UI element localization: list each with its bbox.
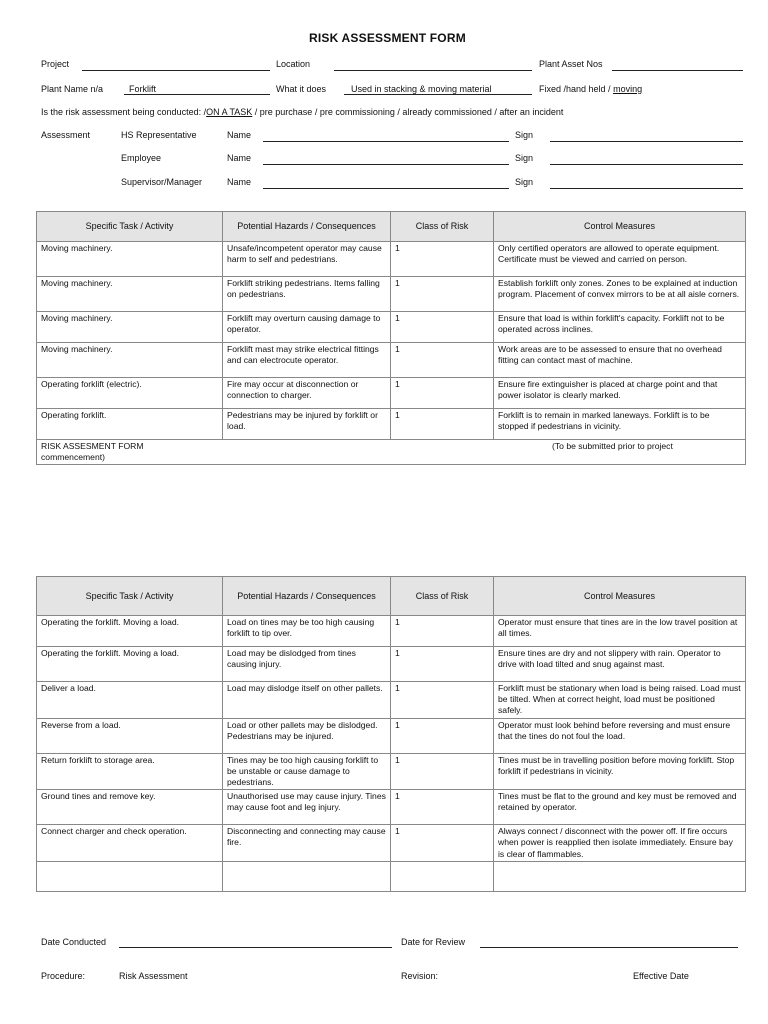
task-cell: Ground tines and remove key. (37, 790, 223, 825)
table-row (37, 790, 746, 825)
risk-class-cell: 1 (391, 718, 494, 753)
date-review-field[interactable] (480, 947, 738, 948)
hazard-cell: Tines may be too high causing forklift to be unstable or cause damage to pedestrians. (223, 753, 391, 790)
project-label: Project (41, 59, 70, 69)
risk-class-cell: 1 (391, 790, 494, 825)
hazard-cell: Load or other pallets may be dislodged. Pedestrians may be injured. (223, 718, 391, 753)
risk-class-cell: 1 (391, 312, 494, 343)
risk-class-cell: 1 (391, 277, 494, 312)
risk-class-cell: 1 (391, 682, 494, 719)
control-cell: Work areas are to be assessed to ensure that no overhead fitting can contact mast of machine. (494, 343, 746, 378)
header-control: Control Measures (494, 577, 746, 616)
hazard-cell: Unsafe/incompetent operator may cause harm to self and pedestrians. (223, 242, 391, 277)
task-cell: Operating the forklift. Moving a load. (37, 647, 223, 682)
control-cell: Forklift is to remain in marked laneways. Forklift is to be stopped if pedestrians in vicinity. (494, 409, 746, 440)
table-row (37, 682, 746, 719)
table-row (37, 242, 746, 277)
table1-footer-left: RISK ASSESMENT FORM commencement) (41, 441, 144, 463)
control-cell: Tines must be in travelling position before moving forklift. Stop forklift if pedestrians in vicinity. (494, 753, 746, 790)
task-cell: Deliver a load. (37, 682, 223, 719)
risk-class-cell: 1 (391, 616, 494, 647)
conducted-statement (41, 107, 563, 118)
fixed-selected: moving (613, 84, 643, 94)
control-cell: Only certified operators are allowed to operate equipment. Certificate must be viewed and carried on person. (494, 242, 746, 277)
table-row (37, 753, 746, 790)
employee-name-field[interactable] (263, 164, 509, 165)
task-cell: Moving machinery. (37, 343, 223, 378)
plant-name-label: Plant Name n/a (41, 84, 104, 94)
what-it-does-label: What it does (276, 84, 327, 94)
sign-label: Sign (515, 153, 534, 163)
control-cell: Establish forklift only zones. Zones to be explained at induction program. Placement of convex mirrors to be at all aisle corners. (494, 277, 746, 312)
table-row (37, 378, 746, 409)
control-cell: Ensure tines are dry and not slippery with rain. Operator to drive with load tilted and snug against mast. (494, 647, 746, 682)
procedure-value: Risk Assessment (119, 971, 188, 981)
control-cell: Ensure fire extinguisher is placed at charge point and that power isolator is clearly marked. (494, 378, 746, 409)
hazard-cell: Load on tines may be too high causing forklift to tip over. (223, 616, 391, 647)
page-title: RISK ASSESSMENT FORM (309, 31, 466, 45)
date-review-label: Date for Review (401, 937, 466, 947)
risk-class-cell (391, 861, 494, 891)
risk-class-cell: 1 (391, 242, 494, 277)
risk-class-cell: 1 (391, 378, 494, 409)
header-task: Specific Task / Activity (37, 212, 223, 242)
task-cell: Reverse from a load. (37, 718, 223, 753)
header-hazards: Potential Hazards / Consequences (223, 577, 391, 616)
name-label: Name (227, 177, 252, 187)
table-row (37, 861, 746, 891)
header-hazards: Potential Hazards / Consequences (223, 212, 391, 242)
risk-table-2 (36, 576, 746, 892)
risk-class-cell: 1 (391, 343, 494, 378)
task-cell: Operating forklift. (37, 409, 223, 440)
role-hs-representative: HS Representative (121, 130, 197, 140)
header-control: Control Measures (494, 212, 746, 242)
employee-sign-field[interactable] (550, 164, 743, 165)
control-cell: Ensure that load is within forklift's capacity. Forklift not to be operated across inclines. (494, 312, 746, 343)
table-row (37, 409, 746, 440)
conducted-selected: ON A TASK (206, 107, 253, 117)
revision-label: Revision: (401, 971, 439, 981)
task-cell: Moving machinery. (37, 312, 223, 343)
risk-class-cell: 1 (391, 753, 494, 790)
hazard-cell: Unauthorised use may cause injury. Tines may cause foot and leg injury. (223, 790, 391, 825)
supervisor-name-field[interactable] (263, 188, 509, 189)
name-label: Name (227, 153, 252, 163)
control-cell (494, 861, 746, 891)
table-row (37, 647, 746, 682)
control-cell: Operator must ensure that tines are in the low travel position at all times. (494, 616, 746, 647)
plant-name-value: Forklift (129, 84, 156, 94)
plant-asset-field[interactable] (612, 70, 743, 71)
table-row (37, 312, 746, 343)
hazard-cell: Forklift striking pedestrians. Items falling on pedestrians. (223, 277, 391, 312)
hazard-cell: Load may be dislodged from tines causing injury. (223, 647, 391, 682)
risk-class-cell: 1 (391, 825, 494, 862)
hs-name-field[interactable] (263, 141, 509, 142)
control-cell: Always connect / disconnect with the power off. If fire occurs when power is reapplied then isolate immediately. Ensure bay is clear of flammables. (494, 825, 746, 862)
procedure-label: Procedure: (41, 971, 86, 981)
date-conducted-label: Date Conducted (41, 937, 107, 947)
fixed-options: Fixed /hand held / (539, 84, 611, 94)
risk-class-cell: 1 (391, 647, 494, 682)
hazard-cell (223, 861, 391, 891)
what-it-does-value: Used in stacking & moving material (351, 84, 492, 94)
table-row (37, 616, 746, 647)
project-field[interactable] (82, 70, 270, 71)
hazard-cell: Load may dislodge itself on other pallets. (223, 682, 391, 719)
conducted-suffix: / pre purchase / pre commissioning / already commissioned / after an incident (252, 107, 564, 117)
table-row (37, 277, 746, 312)
role-employee: Employee (121, 153, 162, 163)
header-class: Class of Risk (391, 212, 494, 242)
header-class: Class of Risk (391, 577, 494, 616)
risk-table-1 (36, 211, 746, 465)
task-cell (37, 861, 223, 891)
task-cell: Connect charger and check operation. (37, 825, 223, 862)
assessment-label: Assessment (41, 130, 91, 140)
location-field[interactable] (334, 70, 532, 71)
sign-label: Sign (515, 130, 534, 140)
task-cell: Operating the forklift. Moving a load. (37, 616, 223, 647)
plant-asset-label: Plant Asset Nos (539, 59, 603, 69)
sign-label: Sign (515, 177, 534, 187)
hazard-cell: Pedestrians may be injured by forklift or load. (223, 409, 391, 440)
supervisor-sign-field[interactable] (550, 188, 743, 189)
table-row (37, 825, 746, 862)
date-conducted-field[interactable] (119, 947, 392, 948)
effective-date-label: Effective Date (633, 971, 689, 981)
risk-class-cell: 1 (391, 409, 494, 440)
location-label: Location (276, 59, 311, 69)
header-task: Specific Task / Activity (37, 577, 223, 616)
task-cell: Operating forklift (electric). (37, 378, 223, 409)
table-row (37, 343, 746, 378)
task-cell: Moving machinery. (37, 242, 223, 277)
table1-footer-right: (To be submitted prior to project (552, 441, 673, 451)
table-row (37, 718, 746, 753)
control-cell: Forklift must be stationary when load is being raised. Load must be tilted. When at correct height, load must be positioned safely. (494, 682, 746, 719)
task-cell: Moving machinery. (37, 277, 223, 312)
hazard-cell: Forklift may overturn causing damage to operator. (223, 312, 391, 343)
role-supervisor-manager: Supervisor/Manager (121, 177, 203, 187)
control-cell: Operator must look behind before reversing and must ensure that the tines do not foul the load. (494, 718, 746, 753)
hazard-cell: Fire may occur at disconnection or connection to charger. (223, 378, 391, 409)
control-cell: Tines must be flat to the ground and key must be removed and retained by operator. (494, 790, 746, 825)
task-cell: Return forklift to storage area. (37, 753, 223, 790)
name-label: Name (227, 130, 252, 140)
hazard-cell: Forklift mast may strike electrical fittings and can electrocute operator. (223, 343, 391, 378)
table1-footer (37, 440, 746, 465)
fixed-label (539, 84, 642, 95)
hs-sign-field[interactable] (550, 141, 743, 142)
conducted-prefix: Is the risk assessment being conducted: / (41, 107, 207, 117)
hazard-cell: Disconnecting and connecting may cause fire. (223, 825, 391, 862)
